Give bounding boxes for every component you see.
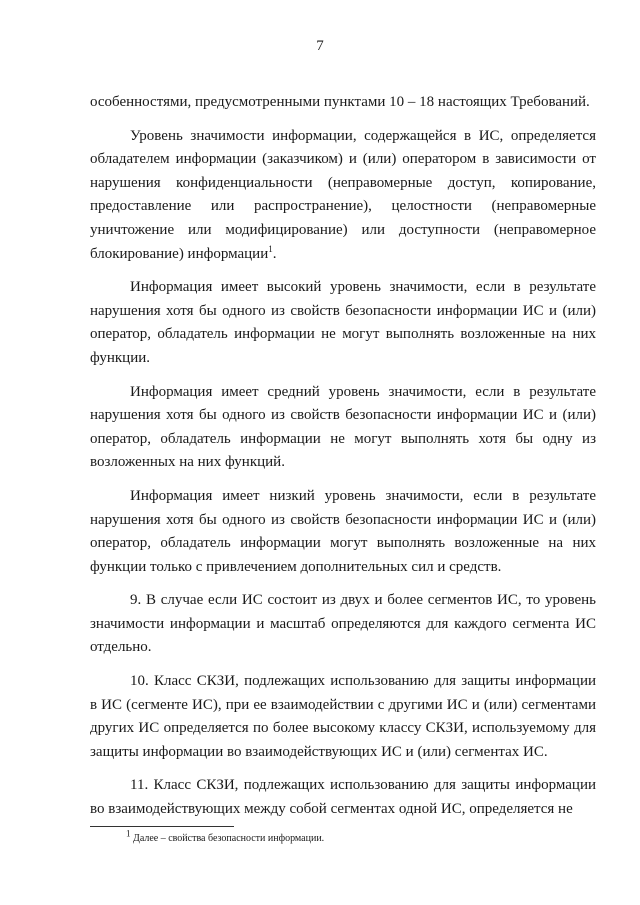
paragraph-high-level: Информация имеет высокий уровень значимости, если в результате нарушения хотя бы одного из свойств безопасности информации ИС и (или) оператор, обладатель информации не могут выполнять возложенные на них функции. (90, 279, 596, 366)
paragraph-text: Уровень значимости информации, содержащейся в ИС, определяется обладателем информации (заказчиком) и (или) оператором в зависимости от нарушения конфиденциальности (неправомерные доступ, копирование, предоставление или распространение), целостности (неправомерные уничтожение или модифицирование) или доступности (неправомерное блокирование) информации (90, 127, 596, 262)
body-text (90, 91, 596, 832)
paragraph-item-10: 10. Класс СКЗИ, подлежащих использованию для защиты информации в ИС (сегменте ИС), при ее взаимодействии с другими ИС и (или) сегментами других ИС определяется по более высокому классу СКЗИ, используемому для защиты информации во взаимодействующих ИС и (или) сегментах ИС. (90, 673, 596, 760)
paragraph-item-9: 9. В случае если ИС состоит из двух и более сегментов ИС, то уровень значимости информации и масштаб определяются для каждого сегмента ИС отдельно. (90, 592, 596, 656)
page-number: 7 (316, 38, 324, 54)
paragraph-significance-level: Уровень значимости информации, содержащейся в ИС, определяется обладателем информации (заказчиком) и (или) оператором в зависимости от нарушения конфиденциальности (неправомерные доступ, копирование, предоставление или распространение), целостности (неправомерные уничтожение или модифицирование) или доступности (неправомерное блокирование) информации$^1$. (90, 127, 596, 262)
paragraph-item-11: 11. Класс СКЗИ, подлежащих использованию для защиты информации во взаимодействующих между собой сегментах одной ИС, определяется не (90, 777, 596, 818)
footnote-marker: 1 (126, 828, 131, 839)
footnote-text: Далее – свойства безопасности информации. (133, 833, 325, 844)
footnote-separator (90, 826, 234, 827)
paragraph-continuation: особенностями, предусмотренными пунктами 10 – 18 настоящих Требований. (90, 94, 590, 110)
paragraph-medium-level: Информация имеет средний уровень значимости, если в результате нарушения хотя бы одного из свойств безопасности информации ИС и (или) оператор, обладатель информации не могут выполнять хотя бы одну из возложенных на них функций. (90, 383, 596, 471)
footnote-reference: 1 (268, 243, 273, 254)
footnote (126, 828, 596, 846)
paragraph-low-level: Информация имеет низкий уровень значимости, если в результате нарушения хотя бы одного из свойств безопасности информации ИС и (или) оператор, обладатель информации могут выполнять возложенные на них функции только с привлечением дополнительных сил и средств. (90, 487, 596, 575)
